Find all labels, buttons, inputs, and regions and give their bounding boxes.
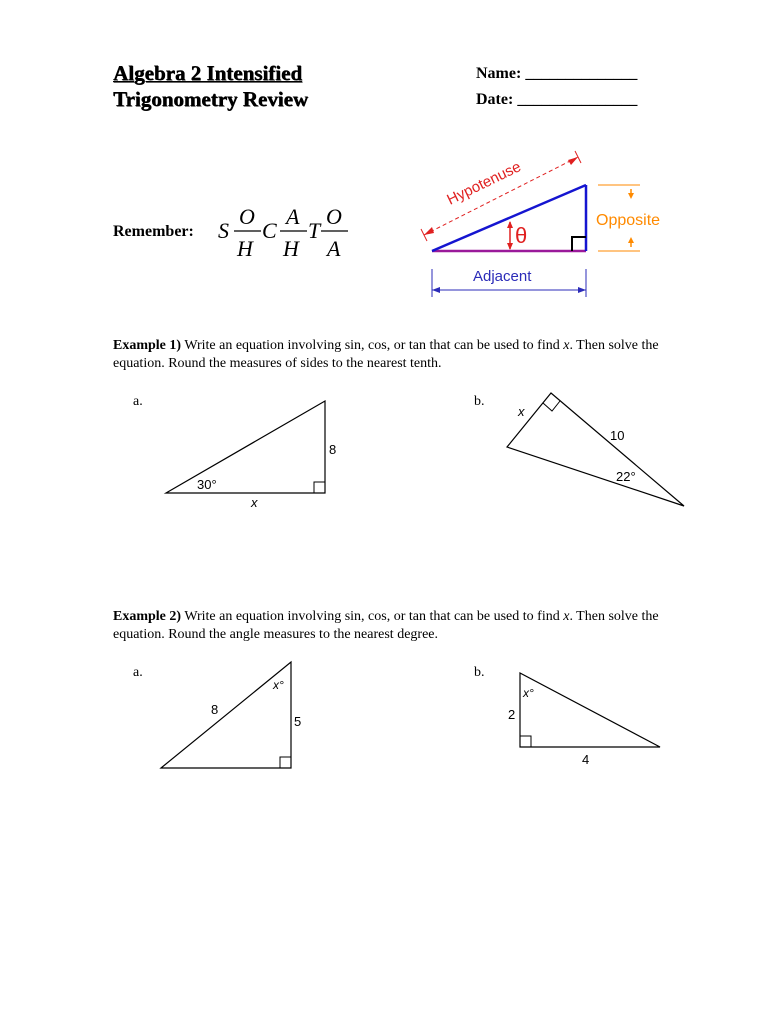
example1-a-letter: a. [133,394,143,409]
example2-text-after: . Then solve the equation. Round the angle measures to the nearest degree. [113,609,659,642]
adjacent-arrow-end [578,287,586,293]
triangle [507,393,684,506]
example1-a-triangle [160,395,340,515]
right-angle-marker [520,736,531,747]
hypotenuse-arrow-start [424,227,434,235]
mnemonic-o: O [239,204,255,229]
mnemonic-t: T [308,218,321,243]
right-angle-marker [314,482,325,493]
hypotenuse-tick [421,229,427,241]
example2-instructions [113,608,673,644]
title-line-2: Trigonometry Review [113,87,308,111]
right-angle-marker [280,757,291,768]
example2-text: Write an equation involving sin, cos, or tan that can be used to find [184,609,560,624]
adjacent-arrow-start [432,287,440,293]
mnemonic-a2: A [327,236,341,261]
mnemonic-h2: H [283,236,299,261]
opposite-arrow [628,193,634,199]
angle-label: 22° [616,469,636,484]
reference-triangle-diagram [410,145,680,305]
unknown-label: x [518,404,525,419]
example1-instructions [113,337,673,373]
hypotenuse-arrow-end [568,157,578,165]
angle-label: x° [523,686,534,700]
example2-b-triangle [500,665,670,775]
sohcahtoa-mnemonic [210,200,360,266]
opposite-label: Opposite [596,212,661,229]
remember-label: Remember: [113,223,194,240]
hypotenuse-tick [575,151,581,163]
triangle [520,673,660,747]
example1-b-triangle [500,388,690,513]
hypotenuse-label: Hypotenuse [444,158,524,209]
side-bottom-label: 4 [582,752,590,767]
right-angle-marker [572,237,586,251]
mnemonic-o2: O [326,204,342,229]
hyp-label: 8 [211,702,219,717]
right-angle-marker [543,401,560,411]
side-label: 8 [329,442,337,457]
theta-arrow [507,221,513,228]
adjacent-label: Adjacent [473,268,532,285]
triangle [166,401,325,493]
angle-label: x° [273,678,284,692]
example1-var: x [563,338,570,353]
example1-text: Write an equation involving sin, cos, or tan that can be used to find [184,338,560,353]
date-field: Date: _______________ [476,91,638,108]
example2-var: x [563,609,570,624]
title-line-1: Algebra 2 Intensified [113,61,302,85]
example2-b-letter: b. [474,665,485,680]
example1-text-after: . Then solve the equation. Round the measures of sides to the nearest tenth. [113,338,659,371]
mnemonic-c: C [262,218,277,243]
example2-a-letter: a. [133,665,143,680]
mnemonic-s: S [218,218,229,243]
theta-arrow [507,243,513,250]
example1-b-letter: b. [474,394,485,409]
triangle [161,662,291,768]
example2-heading: Example 2) [113,609,182,624]
angle-label: 30° [197,477,217,492]
theta-label: θ [515,223,528,248]
side-left-label: 2 [508,707,516,722]
side-label: 5 [294,714,302,729]
side-label: 10 [610,428,625,443]
opposite-arrow [628,237,634,243]
mnemonic-h: H [237,236,253,261]
example1-heading: Example 1) [113,338,182,353]
example2-a-triangle [155,655,305,775]
name-field: Name: ______________ [476,65,638,82]
unknown-label: x [251,495,258,510]
mnemonic-a: A [286,204,300,229]
